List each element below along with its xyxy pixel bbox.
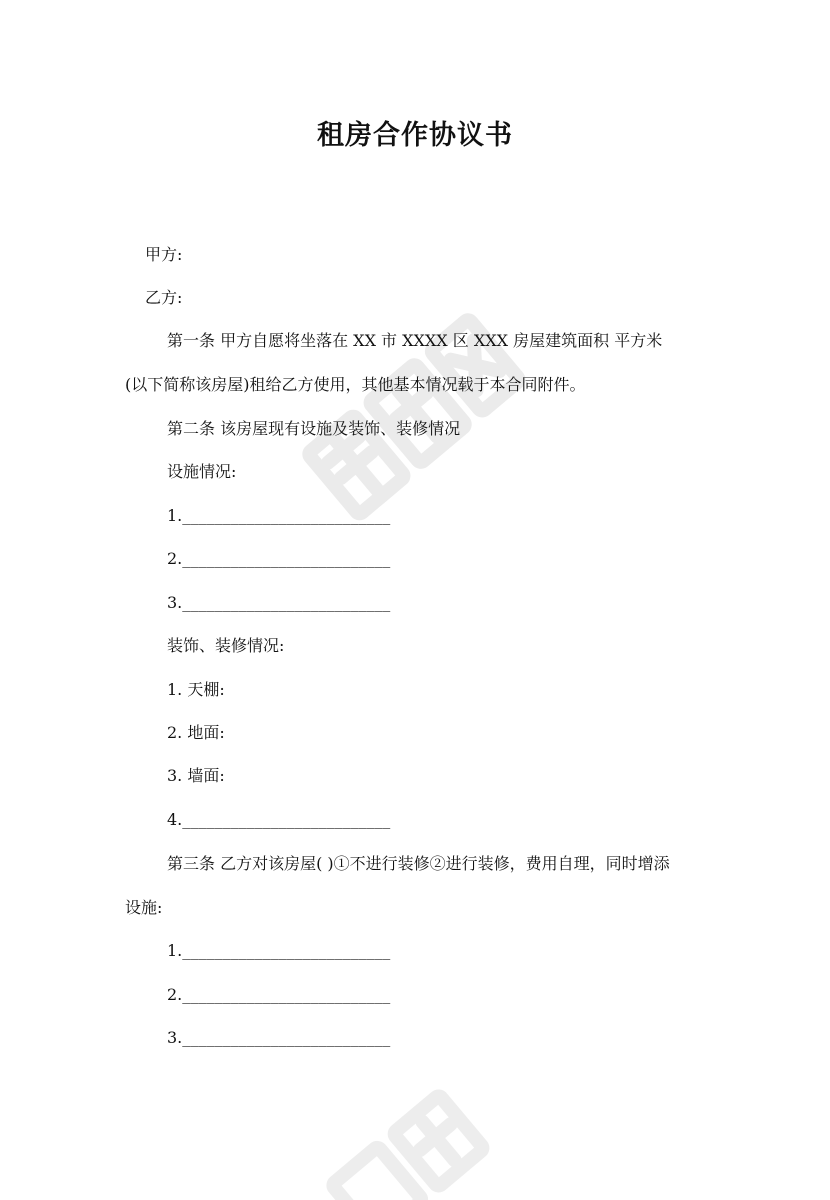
article-3-line-2: 设施: bbox=[125, 898, 163, 917]
article-1-line-2: (以下简称该房屋)租给乙方使用，其他基本情况载于本合同附件。 bbox=[125, 375, 586, 394]
decoration-item-ceiling: 1. 天棚: bbox=[167, 680, 225, 699]
facilities-item: 3.__________________________ bbox=[167, 593, 391, 612]
article-1-line-1: 第一条 甲方自愿将坐落在 XX 市 XXXX 区 XXX 房屋建筑面积 平方米 bbox=[167, 331, 663, 350]
added-facilities-item: 3.__________________________ bbox=[167, 1028, 391, 1047]
facilities-item: 2.__________________________ bbox=[167, 549, 391, 568]
added-facilities-item: 2.__________________________ bbox=[167, 985, 391, 1004]
facilities-item: 1.__________________________ bbox=[167, 506, 391, 525]
document-title: 租房合作协议书 bbox=[317, 120, 513, 151]
party-b-label: 乙方: bbox=[145, 288, 183, 307]
added-facilities-item: 1.__________________________ bbox=[167, 941, 391, 960]
decoration-item-floor: 2. 地面: bbox=[167, 723, 225, 742]
decoration-item-wall: 3. 墙面: bbox=[167, 766, 225, 785]
decoration-item-blank: 4.__________________________ bbox=[167, 810, 391, 829]
decoration-heading: 装饰、装修情况: bbox=[167, 636, 285, 655]
facilities-heading: 设施情况: bbox=[167, 462, 237, 481]
article-2-heading: 第二条 该房屋现有设施及装饰、装修情况 bbox=[167, 419, 461, 438]
party-a-label: 甲方: bbox=[145, 245, 183, 264]
watermark-graphic-bottom bbox=[290, 1060, 550, 1200]
article-3-line-1: 第三条 乙方对该房屋( )①不进行装修②进行装修，费用自理，同时增添 bbox=[167, 854, 670, 873]
